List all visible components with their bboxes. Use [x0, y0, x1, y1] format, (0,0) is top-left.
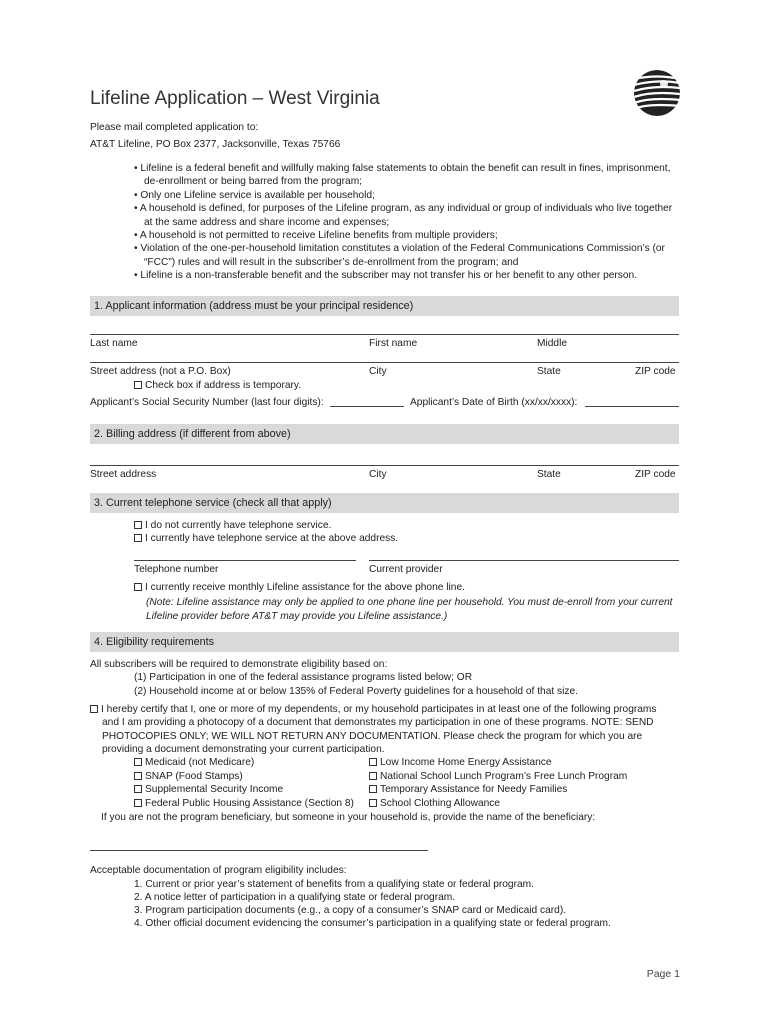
- checkbox[interactable]: [369, 799, 377, 807]
- section-4-header: 4. Eligibility requirements: [90, 632, 679, 652]
- lifeline-note: (Note: Lifeline assistance may only be applied to one phone line per household. You must de-enroll from your current Lifeline provider before AT&T may provide you Lifeline assistance.): [146, 597, 673, 622]
- list-item: • A household is not permitted to receive Lifeline benefits from multiple providers;: [134, 230, 498, 242]
- att-globe-logo: [634, 70, 680, 116]
- program-option[interactable]: SNAP (Food Stamps): [134, 771, 243, 782]
- ssn-input-line[interactable]: [330, 406, 404, 407]
- lifeline-receiving-option[interactable]: I currently receive monthly Lifeline assistance for the above phone line.: [134, 582, 465, 593]
- page-title: Lifeline Application – West Virginia: [90, 88, 380, 109]
- certify-option[interactable]: I hereby certify that I, one or more of my dependents, or my household participates in at least one of the following programs and I am providing a photocopy of a document that demonstrates my participation in one of these programs. NOTE: SEND PHOTOCOPIES ONLY; WE WILL NOT RETURN ANY DOCUMENTATION. Please check the program for which you are providing a document demonstrating your current participation.: [90, 703, 668, 757]
- provider-label: Current provider: [369, 564, 443, 575]
- program-option[interactable]: Medicaid (not Medicare): [134, 757, 254, 768]
- beneficiary-label: If you are not the program beneficiary, but someone in your household is, provide the name of the beneficiary:: [101, 812, 596, 823]
- name-input-line[interactable]: [90, 334, 679, 335]
- checkbox[interactable]: [90, 705, 98, 713]
- eligibility-basis-2: (2) Household income at or below 135% of Federal Poverty guidelines for a household of that size.: [134, 686, 578, 697]
- list-item: 3. Program participation documents (e.g., a copy of a consumer’s SNAP card or Medicaid card).: [134, 905, 567, 916]
- eligibility-intro: All subscribers will be required to demonstrate eligibility based on:: [90, 659, 388, 670]
- list-item: 4. Other official document evidencing the consumer’s participation in a qualifying state or federal program.: [134, 918, 611, 929]
- provider-input-line[interactable]: [369, 560, 679, 561]
- section-1-header: 1. Applicant information (address must be your principal residence): [90, 296, 679, 316]
- disclaimer-list: [134, 162, 679, 283]
- checkbox[interactable]: [369, 772, 377, 780]
- checkbox[interactable]: [134, 534, 142, 542]
- list-item: • Lifeline is a federal benefit and willfully making false statements to obtain the benefit can result in fines, imprisonment, de-enrollment or being barred from the program;: [134, 163, 671, 188]
- street-input-line[interactable]: [90, 362, 679, 363]
- billing-input-line[interactable]: [90, 465, 679, 466]
- has-phone-option[interactable]: I currently have telephone service at the above address.: [134, 533, 398, 544]
- city-label: City: [369, 366, 387, 377]
- section-3-header: 3. Current telephone service (check all that apply): [90, 493, 679, 513]
- checkbox[interactable]: [134, 758, 142, 766]
- dob-input-line[interactable]: [585, 406, 679, 407]
- checkbox[interactable]: [369, 758, 377, 766]
- page-number: Page 1: [646, 968, 680, 980]
- program-option[interactable]: Low Income Home Energy Assistance: [369, 757, 552, 768]
- program-option[interactable]: Temporary Assistance for Needy Families: [369, 784, 567, 795]
- state-label: State: [537, 366, 561, 377]
- list-item: 1. Current or prior year’s statement of benefits from a qualifying state or federal program.: [134, 879, 534, 890]
- list-item: • Lifeline is a non-transferable benefit and the subscriber may not transfer his or her benefit to any other person.: [134, 270, 638, 282]
- no-phone-option[interactable]: I do not currently have telephone service.: [134, 520, 331, 531]
- mail-address: AT&T Lifeline, PO Box 2377, Jacksonville, Texas 75766: [90, 139, 341, 150]
- checkbox[interactable]: [134, 785, 142, 793]
- checkbox[interactable]: [134, 583, 142, 591]
- billing-state-label: State: [537, 469, 561, 480]
- program-option[interactable]: School Clothing Allowance: [369, 798, 500, 809]
- ssn-label: Applicant’s Social Security Number (last four digits):: [90, 397, 324, 408]
- eligibility-basis-1: (1) Participation in one of the federal assistance programs listed below; OR: [134, 672, 473, 683]
- mail-intro: Please mail completed application to:: [90, 122, 259, 133]
- section-2-header: 2. Billing address (if different from above): [90, 424, 679, 444]
- checkbox[interactable]: [134, 521, 142, 529]
- program-option[interactable]: Supplemental Security Income: [134, 784, 283, 795]
- list-item: • A household is defined, for purposes of the Lifeline program, as any individual or group of individuals who live together at the same address and share income and expenses;: [134, 203, 673, 228]
- list-item: 2. A notice letter of participation in a qualifying state or federal program.: [134, 892, 456, 903]
- checkbox[interactable]: [134, 799, 142, 807]
- first-name-label: First name: [369, 338, 418, 349]
- billing-street-label: Street address: [90, 469, 157, 480]
- zip-label: ZIP code: [635, 366, 676, 377]
- checkbox[interactable]: [134, 381, 142, 389]
- telephone-label: Telephone number: [134, 564, 219, 575]
- temporary-address-option[interactable]: Check box if address is temporary.: [134, 380, 301, 391]
- billing-zip-label: ZIP code: [635, 469, 676, 480]
- program-option[interactable]: Federal Public Housing Assistance (Section 8): [134, 798, 354, 809]
- checkbox[interactable]: [134, 772, 142, 780]
- docs-intro: Acceptable documentation of program eligibility includes:: [90, 865, 347, 876]
- billing-city-label: City: [369, 469, 387, 480]
- street-label: Street address (not a P.O. Box): [90, 366, 231, 377]
- list-item: • Only one Lifeline service is available per household;: [134, 189, 375, 201]
- middle-label: Middle: [537, 338, 568, 349]
- last-name-label: Last name: [90, 338, 138, 349]
- list-item: • Violation of the one-per-household limitation constitutes a violation of the Federal Communications Commission’s (or “FCC”) rules and will result in the subscriber’s de-enrollment from the program; and: [134, 243, 665, 268]
- beneficiary-input-line[interactable]: [90, 850, 428, 851]
- checkbox[interactable]: [369, 785, 377, 793]
- dob-label: Applicant’s Date of Birth (xx/xx/xxxx):: [410, 397, 578, 408]
- program-option[interactable]: National School Lunch Program’s Free Lunch Program: [369, 771, 627, 782]
- telephone-input-line[interactable]: [134, 560, 356, 561]
